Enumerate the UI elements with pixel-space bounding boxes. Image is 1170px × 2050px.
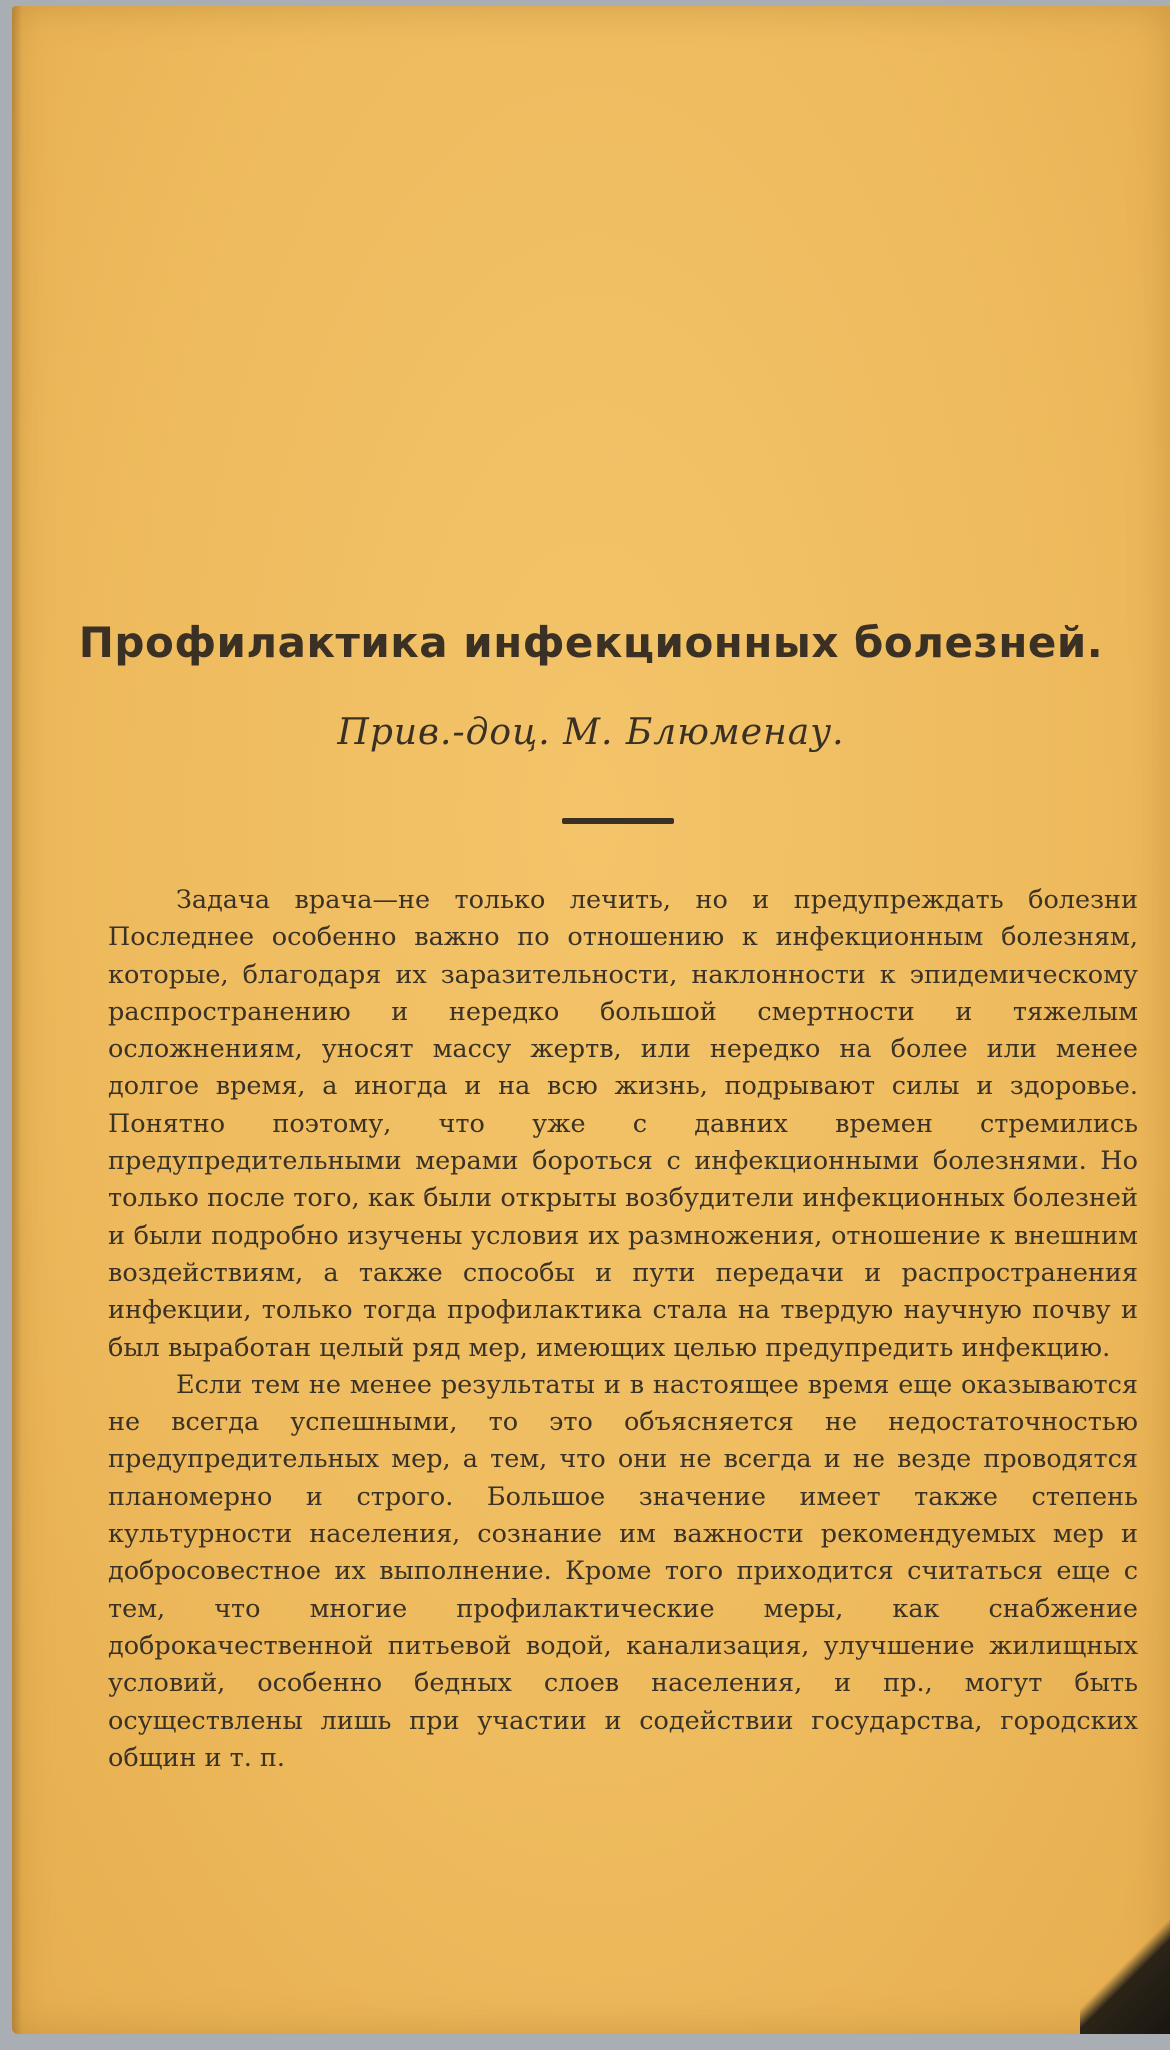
body-paragraph-1: Задача врача—не только лечить, но и предупреждать болезни Последнее особенно важно по отношению к инфекционным болезням, которые, благодаря их заразительности, наклонности к эпидемическому распространению и нередко большой смертности и тяжелым осложнениям, уносят массу жертв, или нередко на более или менее долгое время, а иногда и на всю жизнь, подрывают силы и здоровье. Понятно поэтому, что уже с давних времен стремились предупредительными мерами бороться с инфекционными болезнями. Но только после того, как были открыты возбудители инфекционных болезней и были подробно изучены условия их размножения, отношение к внешним воздействиям, а также способы и пути передачи и распространения инфекции, только тогда профилактика стала на твердую научную почву и был выработан целый ряд мер, имеющих целью предупредить инфекцию.: [108, 885, 1138, 1363]
article-author: Прив.-доц. М. Блюменау.: [337, 712, 845, 753]
body-paragraph-2: Если тем не менее результаты и в настоящее время еще оказываются не всегда успешными, то это объясняется не недостаточностью предупредительных мер, а тем, что они не всегда и не везде проводятся планомерно и строго. Большое значение имеет также степень культурности населения, сознание им важности рекомендуемых мер и добросовестное их выполнение. Кроме того приходится считаться еще с тем, что многие профилактические меры, как снабжение доброкачественной питьевой водой, канализация, улучшение жилищных условий, особенно бедных слоев населения, и пр., могут быть осуществлены лишь при участии и содействии государства, городских общин и т. п.: [108, 1369, 1138, 1773]
article-body: [108, 882, 1138, 1777]
document-page: [12, 6, 1170, 2034]
title-divider: [562, 818, 674, 824]
page-corner-fold: [1080, 1914, 1170, 2034]
article-title: Профилактика инфекционных болезней.: [78, 618, 1104, 667]
page-left-edge-shadow: [12, 6, 22, 2034]
